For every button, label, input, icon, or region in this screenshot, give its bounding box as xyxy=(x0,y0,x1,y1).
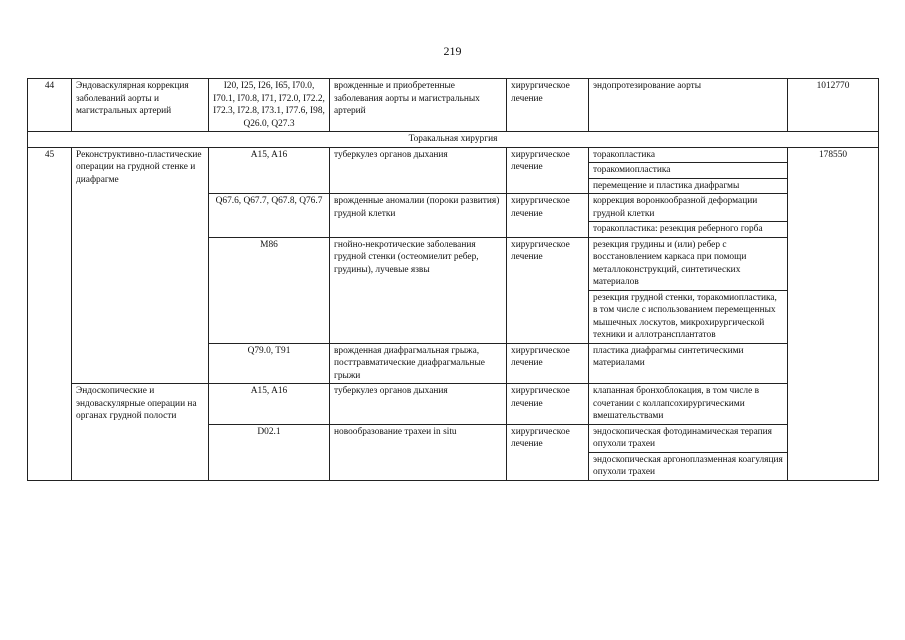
diagnosis: новообразование трахеи in situ xyxy=(330,424,507,480)
treatment-method: торакомиопластика xyxy=(589,163,788,179)
row-number: 45 xyxy=(28,147,72,480)
diagnosis: туберкулез органов дыхания xyxy=(330,147,507,194)
icd-codes: D02.1 xyxy=(209,424,330,480)
treatment-method: эндопротезирование аорты xyxy=(589,79,788,132)
treatment-method: торакопластика xyxy=(589,147,788,163)
treatment-method: перемещение и пластика диафрагмы xyxy=(589,178,788,194)
icd-codes: A15, A16 xyxy=(209,147,330,194)
icd-codes: Q79.0, T91 xyxy=(209,343,330,384)
treatment-type: хирургическое лечение xyxy=(507,147,589,194)
treatment-method: эндоскопическая фотодинамическая терапия опухоли трахеи xyxy=(589,424,788,452)
table-row-44 xyxy=(28,79,879,132)
care-type-name: Эндоваскулярная коррекция заболеваний аорты и магистральных артерий xyxy=(72,79,209,132)
treatment-method: эндоскопическая аргоноплазменная коагуляция опухоли трахеи xyxy=(589,452,788,480)
cost-amount: 1012770 xyxy=(788,79,879,132)
treatment-type: хирургическое лечение xyxy=(507,424,589,480)
icd-codes: I20, I25, I26, I65, I70.0, I70.1, I70.8, I71, I72.0, I72.2, I72.3, I72.8, I73.1, I77.6, I98, Q26.0, Q27.3 xyxy=(209,79,330,132)
treatment-type: хирургическое лечение xyxy=(507,194,589,238)
treatment-method: торакопластика: резекция реберного горба xyxy=(589,222,788,238)
treatment-type: хирургическое лечение xyxy=(507,79,589,132)
diagnosis: гнойно-некротические заболевания грудной стенки (остеомиелит ребер, грудины), лучевые язвы xyxy=(330,237,507,343)
diagnosis: врожденная диафрагмальная грыжа, посттравматические диафрагмальные грыжи xyxy=(330,343,507,384)
medical-care-table xyxy=(27,78,879,481)
treatment-type: хирургическое лечение xyxy=(507,343,589,384)
section-title: Торакальная хирургия xyxy=(28,132,879,148)
page-number: 219 xyxy=(443,44,462,58)
treatment-method: резекция грудной стенки, торакомиопластика, в том числе с использованием перемещенных мышечных лоскутов, микрохирургической техники и аллотрансплантатов xyxy=(589,290,788,343)
treatment-type: хирургическое лечение xyxy=(507,384,589,425)
icd-codes: M86 xyxy=(209,237,330,343)
table-row xyxy=(28,147,879,163)
section-header-row xyxy=(28,132,879,148)
treatment-method: клапанная бронхоблокация, в том числе в сочетании с коллапсохирургическими вмешательствами xyxy=(589,384,788,425)
care-type-name: Реконструктивно-пластические операции на грудной стенке и диафрагме xyxy=(72,147,209,384)
diagnosis: врожденные и приобретенные заболевания аорты и магистральных артерий xyxy=(330,79,507,132)
icd-codes: A15, A16 xyxy=(209,384,330,425)
treatment-method: резекция грудины и (или) ребер с восстановлением каркаса при помощи металлоконструкций, синтетических материалов xyxy=(589,237,788,290)
care-type-name: Эндоскопические и эндоваскулярные операции на органах грудной полости xyxy=(72,384,209,481)
treatment-type: хирургическое лечение xyxy=(507,237,589,343)
icd-codes: Q67.6, Q67.7, Q67.8, Q76.7 xyxy=(209,194,330,238)
diagnosis: врожденные аномалии (пороки развития) грудной клетки xyxy=(330,194,507,238)
cost-amount: 178550 xyxy=(788,147,879,480)
row-number: 44 xyxy=(28,79,72,132)
treatment-method: пластика диафрагмы синтетическими материалами xyxy=(589,343,788,384)
diagnosis: туберкулез органов дыхания xyxy=(330,384,507,425)
treatment-method: коррекция воронкообразной деформации грудной клетки xyxy=(589,194,788,222)
